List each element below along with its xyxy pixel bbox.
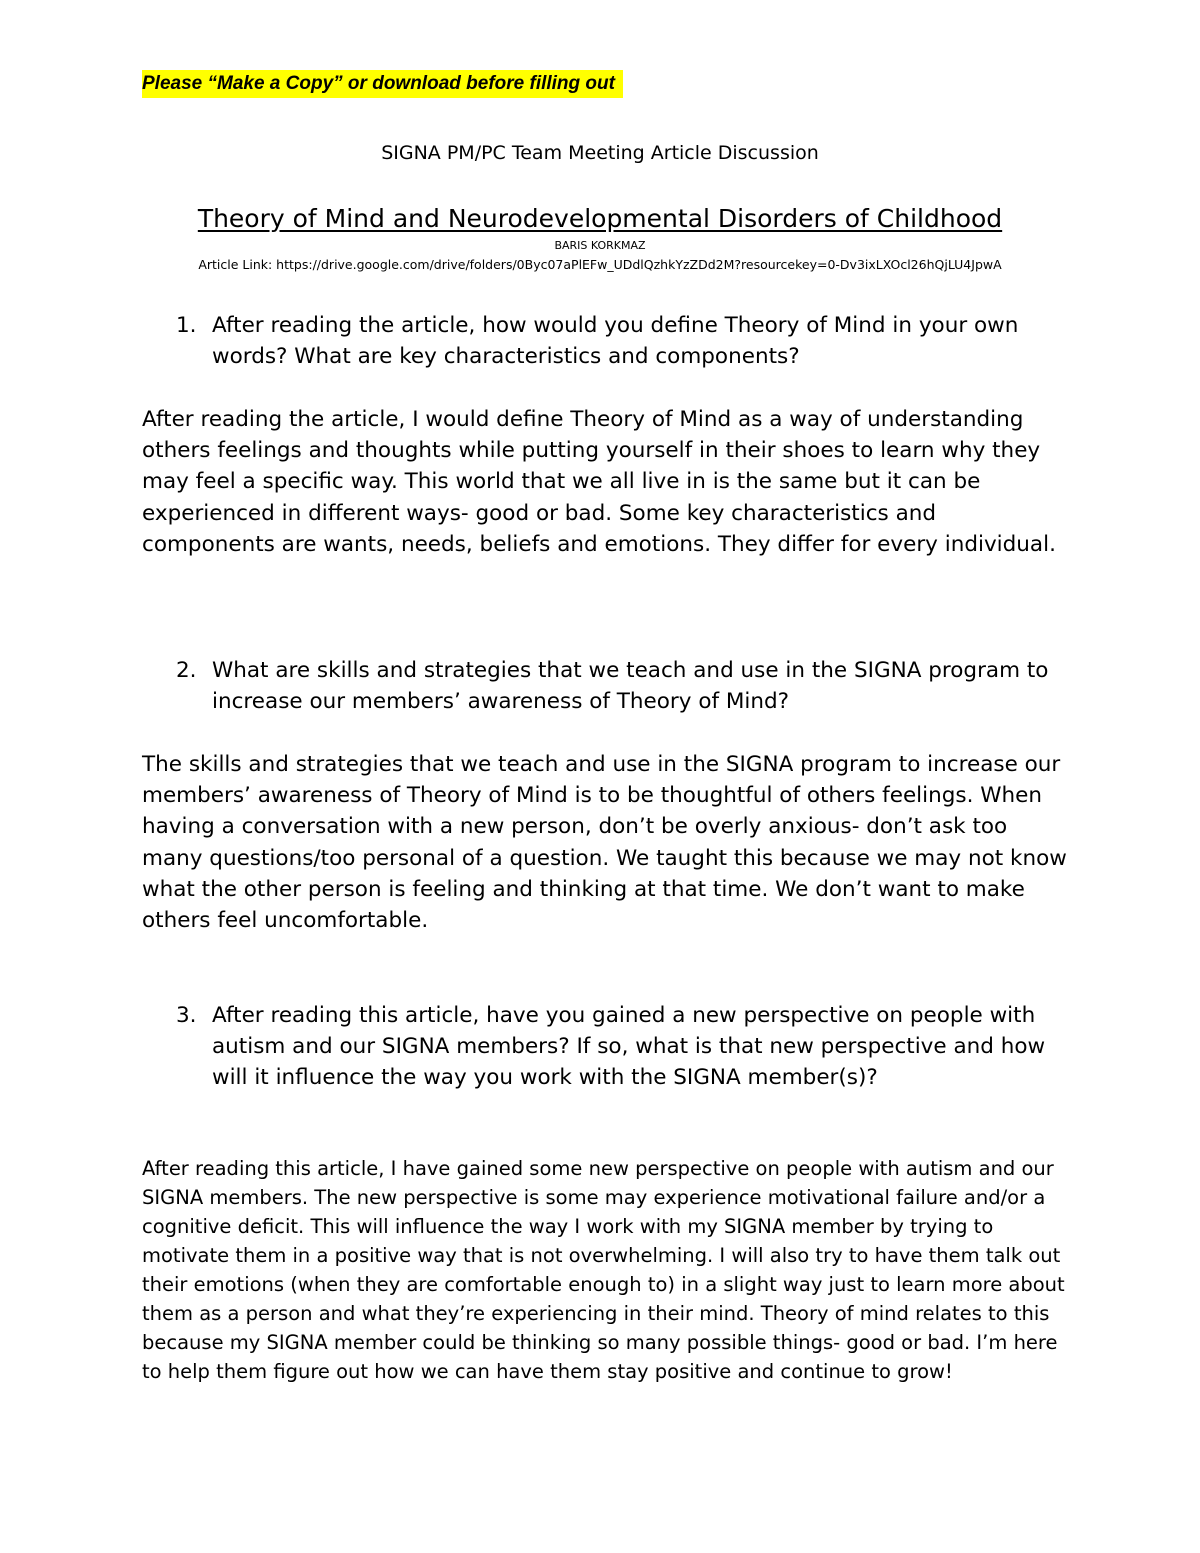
question-number: 1. xyxy=(176,313,197,338)
question-text: After reading this article, have you gained a new perspective on people with autism and our SIGNA members? If so, what is that new perspective and how will it influence the way you work with the SIGNA member(s)? xyxy=(212,1003,1046,1090)
question-number: 2. xyxy=(176,658,197,683)
article-title: Theory of Mind and Neurodevelopmental Disorders of Childhood xyxy=(197,204,1003,233)
answer-1: After reading the article, I would define Theory of Mind as a way of understanding others feelings and thoughts while putting yourself in their shoes to learn why they may feel a specific way. This world that we all live in is the same but it can be experienced in different ways- good or bad. Some key characteristics and components are wants, needs, beliefs and emotions. They differ for every individual. xyxy=(142,407,1056,557)
question-number: 3. xyxy=(176,1003,197,1028)
question-3 xyxy=(176,1000,1076,1093)
answer-2: The skills and strategies that we teach and use in the SIGNA program to increase our members’ awareness of Theory of Mind is to be thoughtful of others feelings. When having a conversation with a new person, don’t be overly anxious- don’t ask too many questions/too personal of a question. We taught this because we may not know what the other person is feeling and thinking at that time. We don’t want to make others feel uncomfortable. xyxy=(142,752,1067,934)
question-text: After reading the article, how would you define Theory of Mind in your own words? What are key characteristics and components? xyxy=(212,313,1019,369)
article-link[interactable]: Article Link: https://drive.google.com/drive/folders/0Byc07aPlEFw_UDdlQzhkYzZDd2M?resourcekey=0-Dv3ixLXOcl26hQjLU4JpwA xyxy=(198,257,1002,272)
question-text: What are skills and strategies that we teach and use in the SIGNA program to increase our members’ awareness of Theory of Mind? xyxy=(212,658,1049,714)
question-1 xyxy=(176,310,1076,372)
article-author: BARIS KORKMAZ xyxy=(554,239,646,252)
answer-3: After reading this article, I have gained some new perspective on people with autism and our SIGNA members. The new perspective is some may experience motivational failure and/or a cognitive deficit. This will influence the way I work with my SIGNA member by trying to motivate them in a positive way that is not overwhelming. I will also try to have them talk out their emotions (when they are comfortable enough to) in a slight way just to learn more about them as a person and what they’re experiencing in their mind. Theory of mind relates to this because my SIGNA member could be thinking so many possible things- good or bad. I’m here to help them figure out how we can have them stay positive and continue to grow! xyxy=(142,1157,1065,1383)
question-2 xyxy=(176,655,1076,717)
copy-notice: Please “Make a Copy” or download before filling out xyxy=(142,70,623,98)
document-subtitle: SIGNA PM/PC Team Meeting Article Discussion xyxy=(381,142,819,164)
